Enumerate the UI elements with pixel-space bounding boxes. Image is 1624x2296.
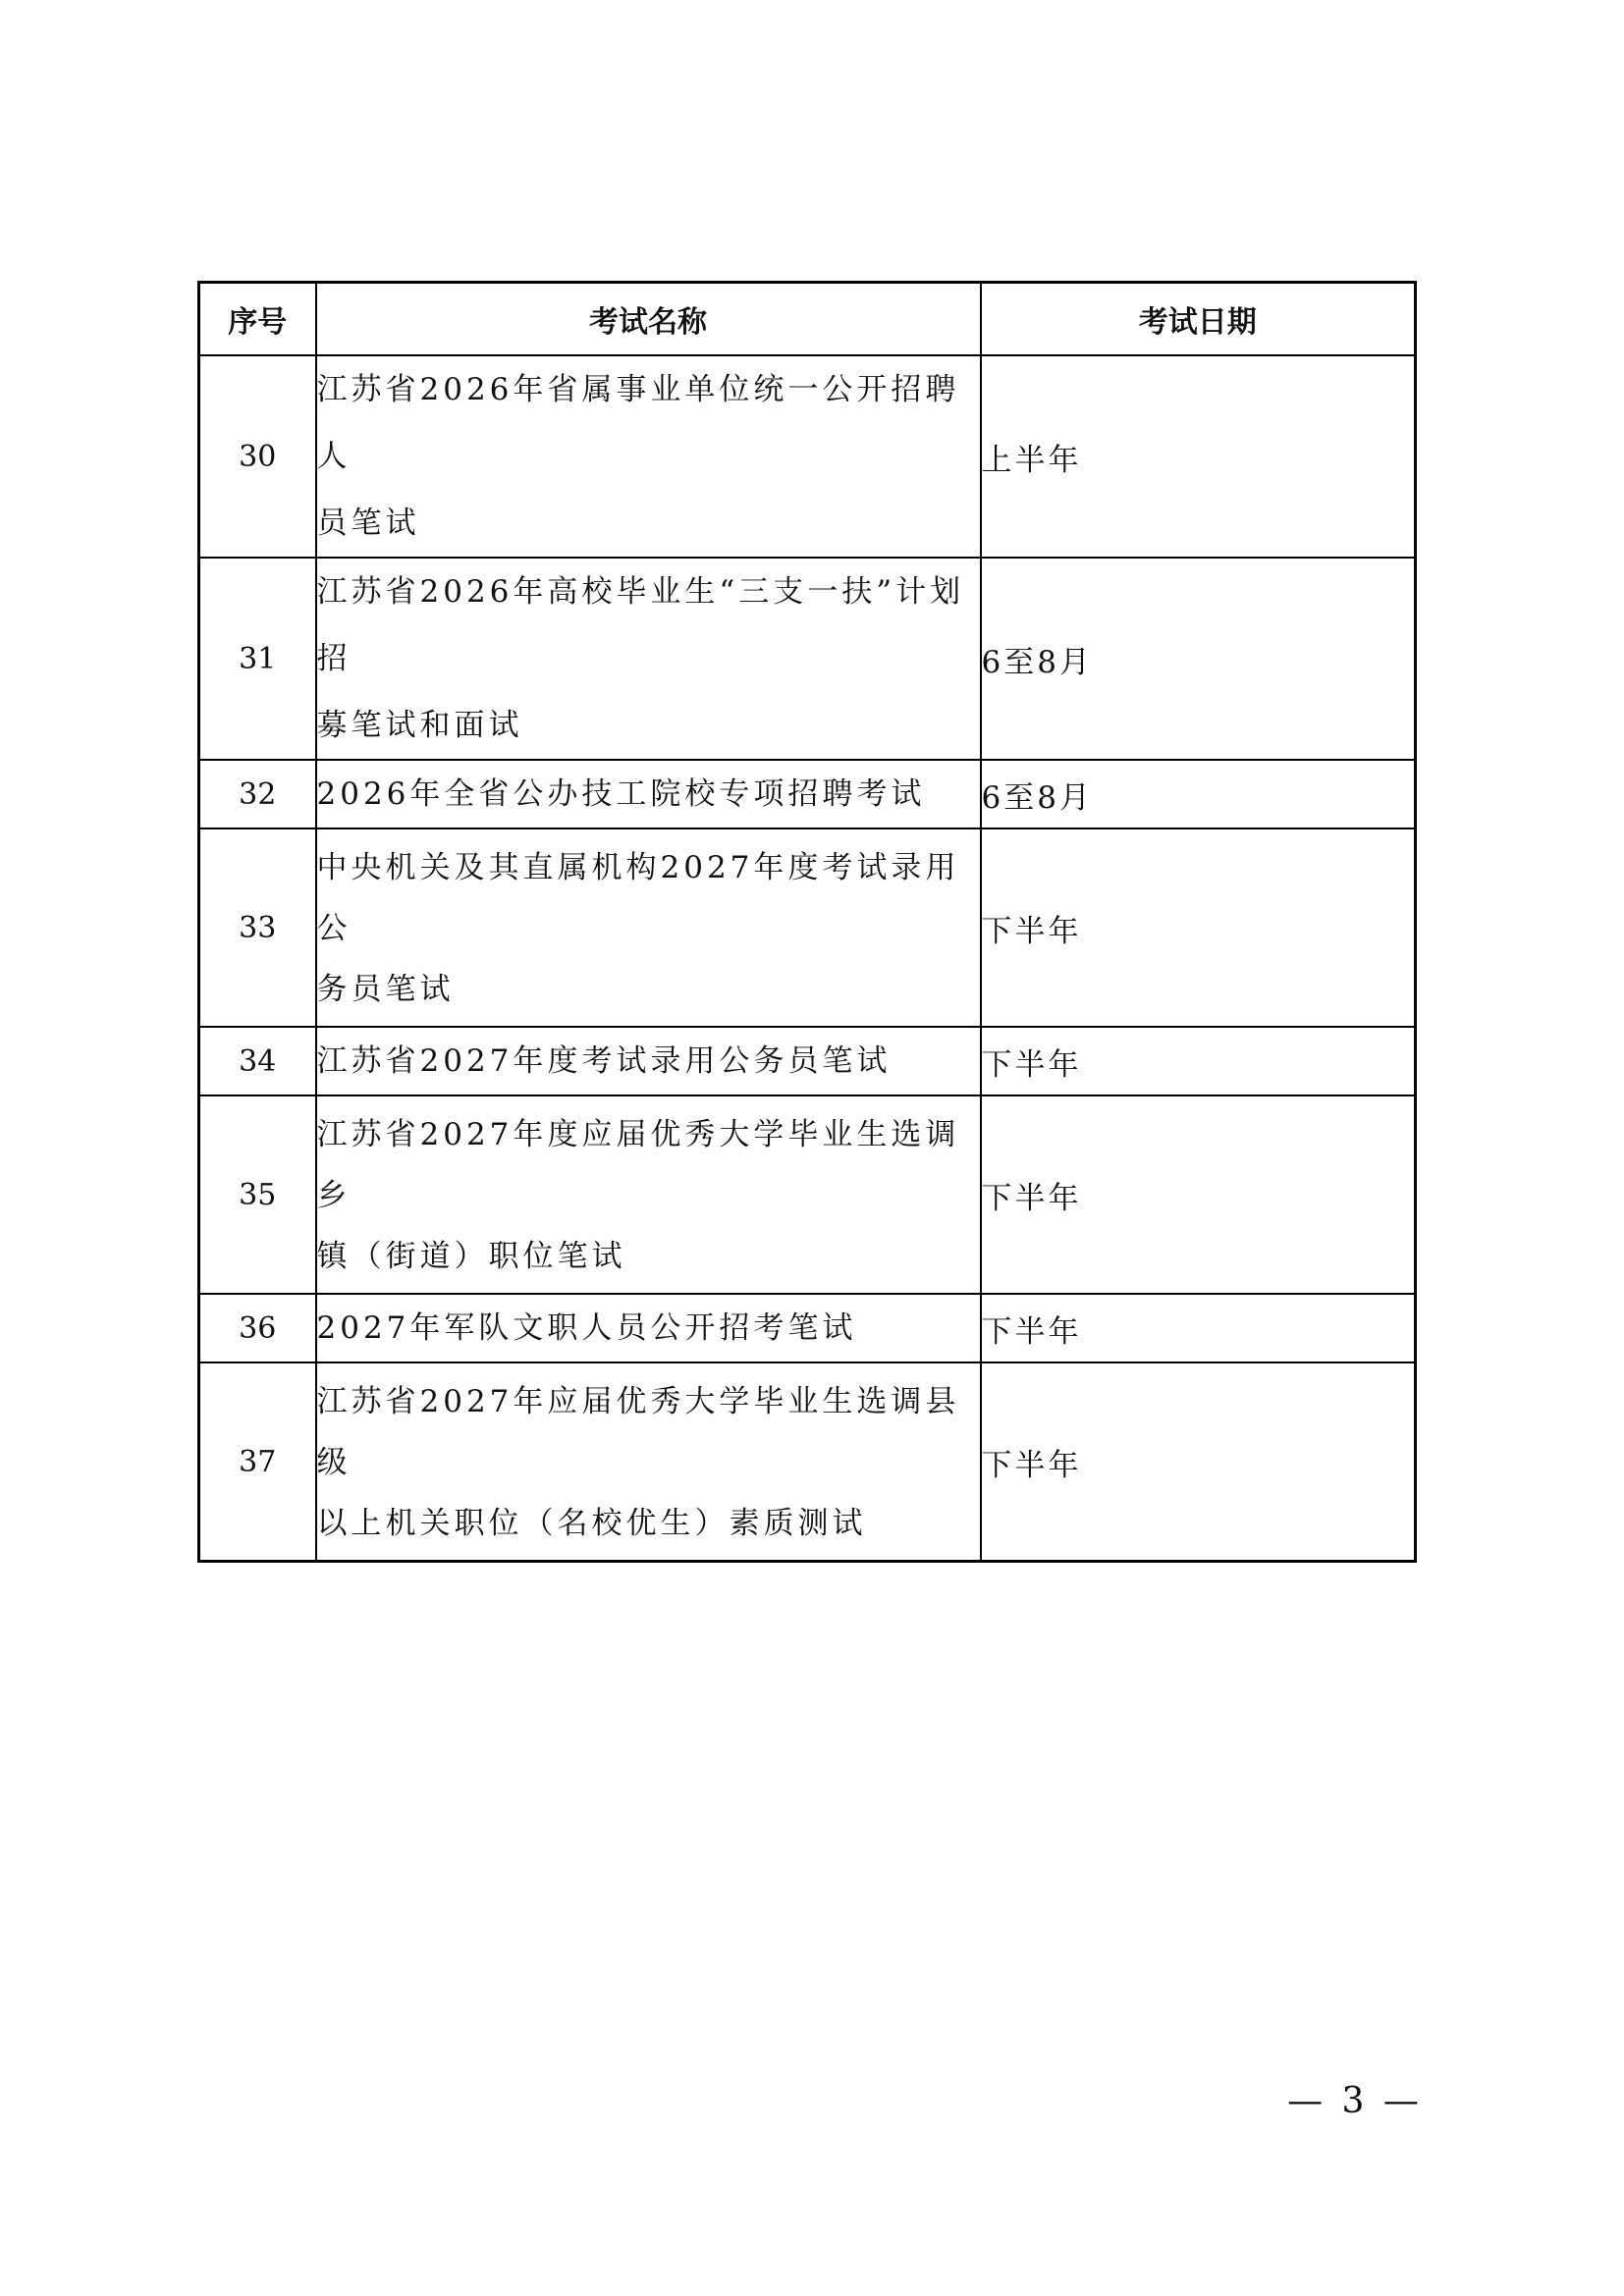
row-exam-name [316,1095,981,1294]
row-exam-date: 6至8月 [981,558,1416,760]
table-row [199,1027,1416,1095]
table-header-row [199,283,1416,356]
header-index: 序号 [199,283,316,356]
row-exam-date: 下半年 [981,1027,1416,1095]
row-exam-date: 下半年 [981,1095,1416,1294]
table-row [199,1095,1416,1294]
name-line: 镇（街道）职位笔试 [316,1239,626,1274]
name-line: 江苏省2027年度考试录用公务员笔试 [316,1043,892,1079]
row-exam-name [316,1027,981,1095]
table-row [199,1362,1416,1562]
table-row [199,828,1416,1027]
row-exam-name [316,355,981,558]
row-exam-date: 上半年 [981,355,1416,558]
name-line: 募笔试和面试 [316,708,523,743]
row-exam-name [316,828,981,1027]
row-index: 30 [199,355,316,558]
header-exam-name: 考试名称 [316,283,981,356]
name-line: 江苏省2026年省属事业单位统一公开招聘人 [316,372,960,474]
row-exam-name [316,558,981,760]
table-row [199,355,1416,558]
row-index: 36 [199,1294,316,1362]
row-exam-date: 下半年 [981,1362,1416,1562]
row-index: 35 [199,1095,316,1294]
name-line: 江苏省2027年度应届优秀大学毕业生选调乡 [316,1117,960,1213]
name-line: 江苏省2027年应届优秀大学毕业生选调县级 [316,1384,960,1480]
row-exam-date: 下半年 [981,1294,1416,1362]
row-exam-date: 6至8月 [981,760,1416,828]
page-number: — 3 — [1287,2081,1423,2121]
table-row [199,760,1416,828]
header-exam-date: 考试日期 [981,283,1416,356]
row-index: 33 [199,828,316,1027]
name-line: 以上机关职位（名校优生）素质测试 [316,1506,867,1541]
row-index: 34 [199,1027,316,1095]
row-exam-name [316,1294,981,1362]
table-row [199,1294,1416,1362]
name-line: 江苏省2026年高校毕业生“三支一扶”计划招 [316,574,965,676]
name-line: 2026年全省公办技工院校专项招聘考试 [316,776,926,812]
row-exam-name [316,760,981,828]
name-line: 中央机关及其直属机构2027年度考试录用公 [316,850,960,946]
row-exam-date: 下半年 [981,828,1416,1027]
name-line: 2027年军队文职人员公开招考笔试 [316,1310,857,1346]
table-row [199,558,1416,760]
row-index: 31 [199,558,316,760]
row-exam-name [316,1362,981,1562]
row-index: 37 [199,1362,316,1562]
row-index: 32 [199,760,316,828]
name-line: 务员笔试 [316,972,455,1007]
name-line: 员笔试 [316,506,420,541]
exam-schedule-table [197,281,1417,1563]
